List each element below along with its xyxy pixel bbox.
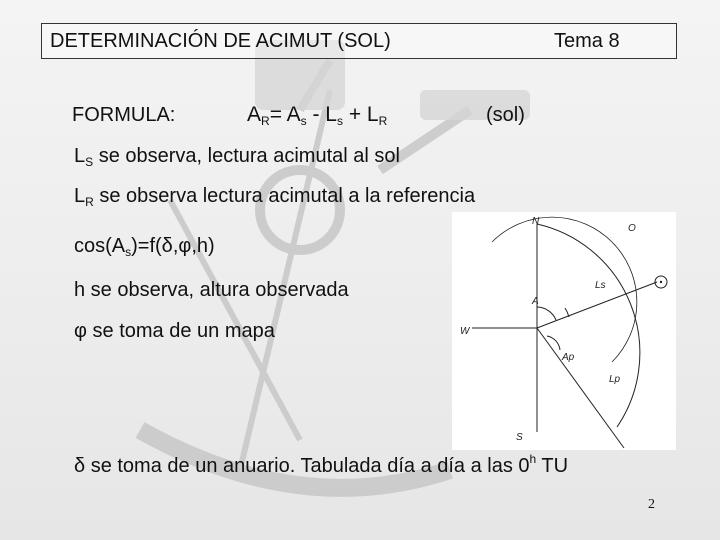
a-angle-arc (537, 307, 556, 320)
ls-description: $L_S$ se observa, lectura acimutal al sol (74, 145, 400, 169)
label-west: W (460, 326, 470, 337)
delta-description: δ se toma de un anuario. Tabulada día a día a las 0$^h$ TU (74, 452, 569, 477)
inner-arc (492, 217, 637, 362)
label-east: O (628, 223, 636, 234)
label-south: S (516, 432, 523, 443)
h-description: h se observa, altura observada (74, 279, 349, 301)
label-ls: Ls (595, 280, 606, 291)
horizon-arc (537, 224, 640, 427)
formula: $A_R= A_s - L_s + L_R$ (247, 103, 388, 128)
label-lp: Lp (609, 374, 621, 385)
label-north: N (532, 216, 540, 227)
page-number: 2 (648, 497, 655, 512)
label-a: A (532, 296, 539, 307)
formula-label: FORMULA: (72, 104, 176, 126)
ap-angle-arc (547, 336, 560, 350)
label-ap: Ap (562, 352, 575, 363)
topic-label: Tema 8 (554, 30, 620, 52)
lr-description: $L_R$ se observa lectura acimutal a la referencia (74, 185, 476, 209)
reference-direction (537, 328, 624, 448)
cos-relation: $\cos(A_s)=f(\delta,\varphi,h)$ (74, 235, 215, 259)
phi-description: φ se toma de un mapa (74, 320, 275, 342)
slide-title: DETERMINACIÓN DE ACIMUT (SOL) (50, 30, 391, 52)
title-bar (41, 23, 677, 59)
formula-note: (sol) (486, 104, 525, 126)
azimuth-diagram (452, 212, 676, 450)
